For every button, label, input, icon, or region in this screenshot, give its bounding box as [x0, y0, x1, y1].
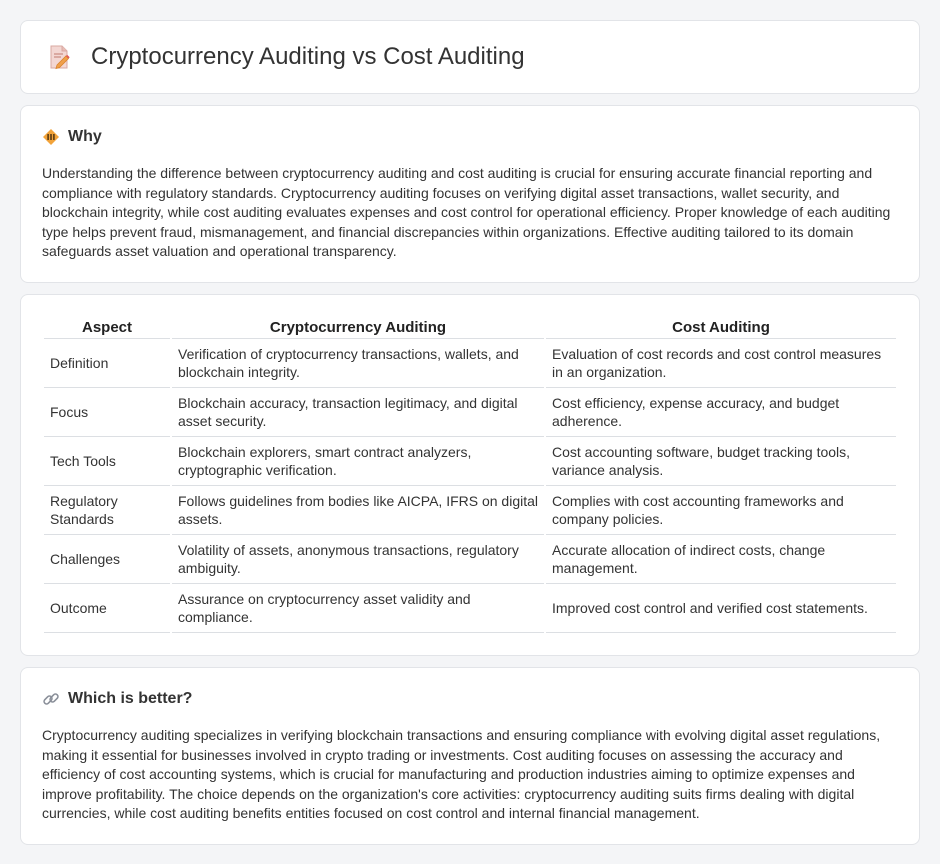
row-aspect: Regulatory Standards: [44, 486, 170, 535]
row-cost: Complies with cost accounting frameworks and company policies.: [546, 486, 896, 535]
row-cost: Improved cost control and verified cost statements.: [546, 584, 896, 633]
row-cost: Accurate allocation of indirect costs, change management.: [546, 535, 896, 584]
row-cost: Cost accounting software, budget tracking tools, variance analysis.: [546, 437, 896, 486]
table-row: [44, 486, 896, 535]
row-aspect: Challenges: [44, 535, 170, 584]
row-crypto: Blockchain accuracy, transaction legitimacy, and digital asset security.: [172, 388, 544, 437]
row-aspect: Focus: [44, 388, 170, 437]
row-crypto: Verification of cryptocurrency transactions, wallets, and blockchain integrity.: [172, 339, 544, 388]
better-title: Which is better?: [68, 690, 193, 707]
table-row: [44, 339, 896, 388]
why-title: Why: [68, 128, 102, 145]
row-aspect: Definition: [44, 339, 170, 388]
header-aspect: Aspect: [44, 315, 170, 339]
row-cost: Evaluation of cost records and cost control measures in an organization.: [546, 339, 896, 388]
comparison-table: [42, 315, 898, 633]
table-row: [44, 584, 896, 633]
better-text: Cryptocurrency auditing specializes in verifying blockchain transactions and ensuring compliance with evolving digital asset regulations, making it essential for businesses involved in crypto trading or investments. Cost auditing focuses on assessing the accuracy and efficiency of cost accounting systems, which is crucial for manufacturing and production industries aiming to optimize expenses and improve profitability. The choice depends on the organization's core activities: cryptocurrency auditing suits firms dealing with digital currencies, while cost auditing benefits entities focused on cost control and internal financial management.: [42, 727, 881, 821]
why-text: Understanding the difference between cryptocurrency auditing and cost auditing is crucial for ensuring accurate financial reporting and compliance with regulatory standards. Cryptocurrency auditing focuses on verifying digital asset transactions, wallet security, and blockchain integrity, while cost auditing evaluates expenses and cost control for operational efficiency. Proper knowledge of each auditing type helps prevent fraud, mismanagement, and financial discrepancies within organizations. Effective auditing tailored to its domain safeguards asset valuation and operational transparency.: [42, 165, 891, 259]
table-row: [44, 388, 896, 437]
link-icon: [42, 690, 60, 708]
row-cost: Cost efficiency, expense accuracy, and budget adherence.: [546, 388, 896, 437]
why-heading: [42, 128, 898, 146]
header-cost: Cost Auditing: [546, 315, 896, 339]
row-aspect: Outcome: [44, 584, 170, 633]
better-heading: [42, 690, 898, 708]
header-card: [20, 20, 920, 94]
diamond-warning-icon: [42, 128, 60, 146]
table-header-row: [44, 315, 896, 339]
table-row: [44, 535, 896, 584]
comparison-table-card: [20, 294, 920, 656]
row-crypto: Blockchain explorers, smart contract analyzers, cryptographic verification.: [172, 437, 544, 486]
row-aspect: Tech Tools: [44, 437, 170, 486]
which-is-better-section: [20, 667, 920, 845]
document-pencil-icon: [45, 43, 73, 71]
row-crypto: Volatility of assets, anonymous transactions, regulatory ambiguity.: [172, 535, 544, 584]
row-crypto: Follows guidelines from bodies like AICPA, IFRS on digital assets.: [172, 486, 544, 535]
row-crypto: Assurance on cryptocurrency asset validity and compliance.: [172, 584, 544, 633]
table-row: [44, 437, 896, 486]
why-section: [20, 105, 920, 283]
header-crypto: Cryptocurrency Auditing: [172, 315, 544, 339]
page-title: Cryptocurrency Auditing vs Cost Auditing: [91, 43, 525, 70]
